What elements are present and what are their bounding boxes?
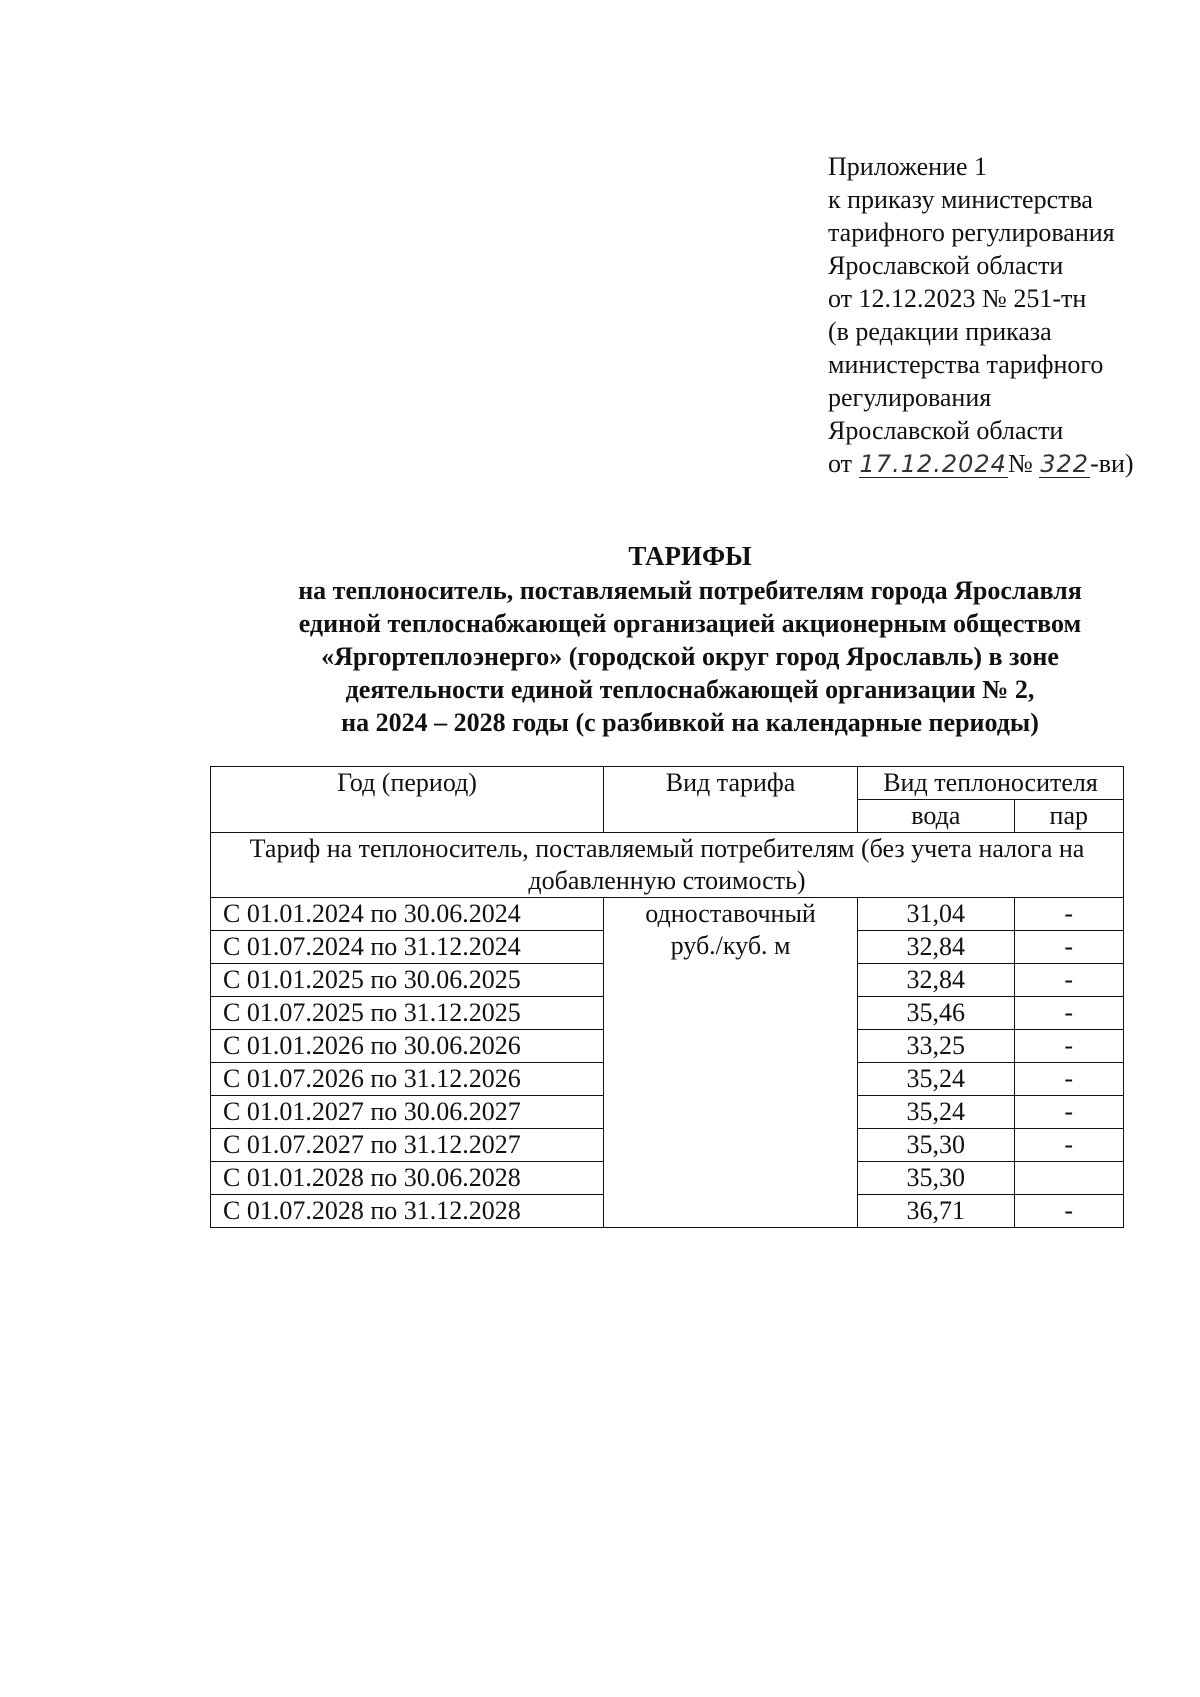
annex-suffix: -ви) bbox=[1090, 449, 1134, 478]
handwritten-date: 17.12.2024 bbox=[859, 450, 1007, 478]
tariff-kind-cell bbox=[604, 898, 858, 1228]
steam-value bbox=[1014, 1162, 1123, 1195]
header-row bbox=[211, 767, 1124, 800]
number-sign: № bbox=[1007, 449, 1033, 478]
tariff-rows bbox=[211, 898, 1124, 1228]
title-block bbox=[180, 540, 1200, 739]
annex-line: (в редакции приказа bbox=[828, 317, 1052, 346]
period-cell: С 01.01.2026 по 30.06.2026 bbox=[211, 1030, 604, 1063]
annex-line: от 12.12.2023 № 251-тн bbox=[828, 284, 1087, 313]
title-line: на теплоноситель, поставляемый потребителям города Ярославля bbox=[298, 576, 1082, 605]
annex-line: министерства тарифного bbox=[828, 350, 1104, 379]
annex-line: Ярославской области bbox=[828, 416, 1064, 445]
period-cell: С 01.01.2028 по 30.06.2028 bbox=[211, 1162, 604, 1195]
tariff-kind-label: одноставочный bbox=[645, 899, 816, 928]
header-period: Год (период) bbox=[211, 767, 604, 833]
water-value: 32,84 bbox=[858, 931, 1014, 964]
water-value: 36,71 bbox=[858, 1195, 1014, 1228]
document-title: ТАРИФЫ bbox=[628, 541, 752, 571]
steam-value: - bbox=[1014, 931, 1123, 964]
water-value: 35,30 bbox=[858, 1162, 1014, 1195]
annex-line: тарифного регулирования bbox=[828, 218, 1115, 247]
steam-value: - bbox=[1014, 1063, 1123, 1096]
section-title: Тариф на теплоноситель, поставляемый потребителям (без учета налога на добавленную стоимость) bbox=[211, 833, 1124, 898]
tariff-unit-label: руб./куб. м bbox=[670, 931, 791, 960]
annex-last-line bbox=[828, 447, 1188, 480]
header-carrier: Вид теплоносителя bbox=[858, 767, 1124, 800]
steam-value: - bbox=[1014, 1195, 1123, 1228]
period-cell: С 01.01.2027 по 30.06.2027 bbox=[211, 1096, 604, 1129]
steam-value: - bbox=[1014, 997, 1123, 1030]
steam-value: - bbox=[1014, 1129, 1123, 1162]
water-value: 32,84 bbox=[858, 964, 1014, 997]
table-row bbox=[211, 898, 1124, 931]
title-line: единой теплоснабжающей организацией акционерным обществом bbox=[298, 609, 1082, 638]
title-line: деятельности единой теплоснабжающей организации № 2, bbox=[345, 675, 1035, 704]
annex-prefix: от bbox=[828, 449, 853, 478]
water-value: 33,25 bbox=[858, 1030, 1014, 1063]
period-cell: С 01.07.2025 по 31.12.2025 bbox=[211, 997, 604, 1030]
period-cell: С 01.01.2025 по 30.06.2025 bbox=[211, 964, 604, 997]
title-line: «Яргортеплоэнерго» (городской округ город Ярославль) в зоне bbox=[321, 642, 1059, 671]
water-value: 35,24 bbox=[858, 1063, 1014, 1096]
annex-line: Приложение 1 bbox=[828, 152, 988, 181]
water-value: 35,30 bbox=[858, 1129, 1014, 1162]
period-cell: С 01.07.2026 по 31.12.2026 bbox=[211, 1063, 604, 1096]
handwritten-number: 322 bbox=[1040, 450, 1090, 478]
steam-value: - bbox=[1014, 898, 1123, 931]
water-value: 31,04 bbox=[858, 898, 1014, 931]
period-cell: С 01.01.2024 по 30.06.2024 bbox=[211, 898, 604, 931]
section-row bbox=[211, 833, 1124, 898]
steam-value: - bbox=[1014, 964, 1123, 997]
annex-line: к приказу министерства bbox=[828, 185, 1093, 214]
period-cell: С 01.07.2024 по 31.12.2024 bbox=[211, 931, 604, 964]
annex-line: регулирования bbox=[828, 383, 992, 412]
period-cell: С 01.07.2028 по 31.12.2028 bbox=[211, 1195, 604, 1228]
period-cell: С 01.07.2027 по 31.12.2027 bbox=[211, 1129, 604, 1162]
steam-value: - bbox=[1014, 1030, 1123, 1063]
header-steam: пар bbox=[1014, 800, 1123, 833]
title-line: на 2024 – 2028 годы (с разбивкой на календарные периоды) bbox=[341, 708, 1039, 737]
steam-value: - bbox=[1014, 1096, 1123, 1129]
water-value: 35,24 bbox=[858, 1096, 1014, 1129]
header-kind: Вид тарифа bbox=[604, 767, 858, 833]
annex-block bbox=[828, 150, 1188, 480]
tariff-table bbox=[210, 766, 1124, 1228]
water-value: 35,46 bbox=[858, 997, 1014, 1030]
header-water: вода bbox=[858, 800, 1014, 833]
annex-line: Ярославской области bbox=[828, 251, 1064, 280]
